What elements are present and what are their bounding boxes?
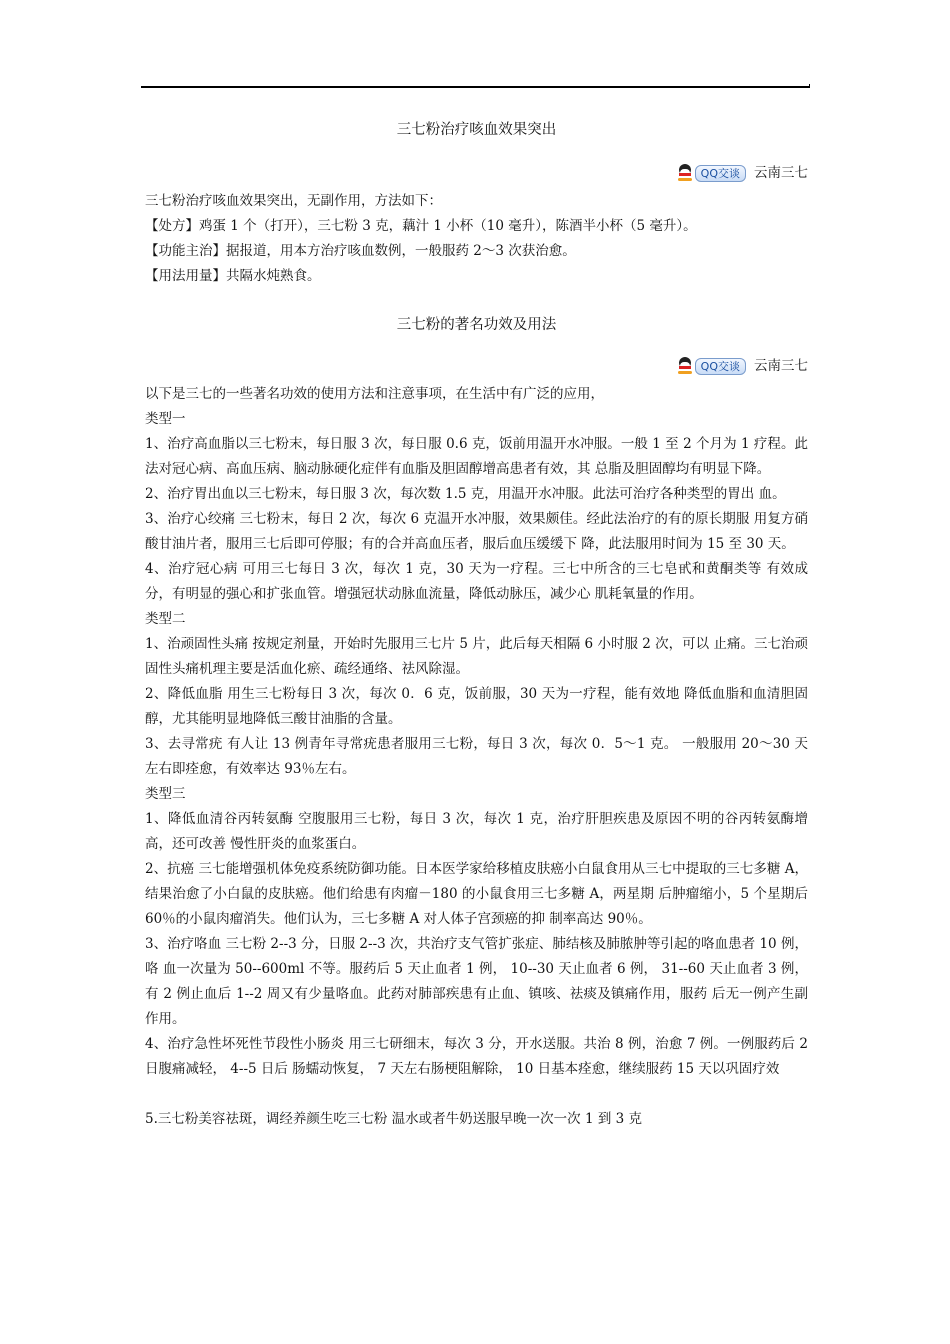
paragraph: 以下是三七的一些著名功效的使用方法和注意事项，在生活中有广泛的应用， — [145, 386, 604, 402]
article-1-author: 云南三七 — [754, 165, 808, 181]
paragraph: 【用法用量】共隔水炖熟食。 — [145, 268, 321, 284]
article-2-body — [145, 382, 808, 1132]
article-2-qq-chat-button[interactable] — [677, 356, 746, 376]
paragraph: 1、降低血清谷丙转氨酶 空腹服用三七粉，每日 3 次，每次 1 克，治疗肝胆疾患及原因不明的谷丙转氨酶增高，还可改善 慢性肝炎的血浆蛋白。 — [145, 811, 808, 852]
article-1-meta — [677, 163, 808, 183]
paragraph: 2、抗癌 三七能增强机体免疫系统防御功能。日本医学家给移植皮肤癌小白鼠食用从三七中提取的三七多糖 A，结果治愈了小白鼠的皮肤癌。他们给患有肉瘤－180 的小鼠食用三七多糖 A，两星期 后肿瘤缩小，5 个星期后 60％的小鼠肉瘤消失。他们认为，三七多糖 A 对人体子宫颈癌的抑 制率高达 90％。 — [145, 861, 808, 927]
paragraph: 【功能主治】据报道，用本方治疗咳血数例，一般服药 2～3 次获治愈。 — [145, 243, 576, 259]
paragraph: 3、治疗心绞痛 三七粉末，每日 2 次，每次 6 克温开水冲服，效果颇佳。经此法治疗的有的原长期服 用复方硝酸甘油片者，服用三七后即可停服；有的合并高血压者，服后血压缓缓下 降，此法服用时间为 15 至 30 天。 — [145, 511, 808, 552]
article-1-qq-chat-button[interactable] — [677, 163, 746, 183]
paragraph: 3、去寻常疣 有人让 13 例青年寻常疣患者服用三七粉，每日 3 次，每次 0．5～1 克。 一般服用 20～30 天左右即痊愈，有效率达 93％左右。 — [145, 736, 808, 777]
paragraph: 4、治疗急性坏死性节段性小肠炎 用三七研细末，每次 3 分，开水送服。共治 8 例，治愈 7 例。一例服药后 2 日腹痛减轻， 4--5 日后 肠蠕动恢复， 7 天左右肠梗阻解除， 10 日基本痊愈，继续服药 15 天以巩固疗效 — [145, 1036, 808, 1077]
article-2-author: 云南三七 — [754, 358, 808, 374]
paragraph: 2、治疗胃出血以三七粉末，每日服 3 次，每次数 1.5 克，用温开水冲服。此法可治疗各种类型的胃出 血。 — [145, 486, 786, 502]
section-heading: 类型二 — [145, 611, 186, 627]
article-2-title: 三七粉的著名功效及用法 — [396, 317, 557, 333]
paragraph: 1、治疗高血脂以三七粉末，每日服 3 次，每日服 0.6 克，饭前用温开水冲服。一般 1 至 2 个月为 1 疗程。此法对冠心病、高血压病、脑动脉硬化症伴有血脂及胆固醇增高患者有效，其 总脂及胆固醇均有明显下降。 — [145, 436, 808, 477]
article-1-body — [145, 189, 808, 289]
paragraph: 5.三七粉美容祛斑，调经养颜生吃三七粉 温水或者牛奶送服早晚一次一次 1 到 3 克 — [145, 1111, 643, 1127]
paragraph: 【处方】鸡蛋 1 个（打开），三七粉 3 克，藕汁 1 小杯（10 毫升），陈酒半小杯（5 毫升）。 — [145, 218, 697, 234]
header-rule-tick — [809, 84, 810, 88]
section-heading: 类型一 — [145, 411, 186, 427]
qq-chat-label: QQ交谈 — [695, 358, 746, 375]
paragraph: 4、治疗冠心病 可用三七每日 3 次，每次 1 克，30 天为一疗程。三七中所含的三七皂甙和黄酮类等 有效成分，有明显的强心和扩张血管。增强冠状动脉血流量，降低动脉压，减少心 肌耗氧量的作用。 — [145, 561, 808, 602]
paragraph: 2、降低血脂 用生三七粉每日 3 次，每次 0．6 克，饭前服，30 天为一疗程，能有效地 降低血脂和血清胆固醇，尤其能明显地降低三酸甘油脂的含量。 — [145, 686, 808, 727]
qq-penguin-icon — [677, 164, 693, 182]
section-heading: 类型三 — [145, 786, 186, 802]
article-1-title: 三七粉治疗咳血效果突出 — [396, 122, 557, 138]
qq-penguin-icon — [677, 357, 693, 375]
paragraph: 三七粉治疗咳血效果突出，无副作用，方法如下： — [145, 193, 442, 209]
paragraph: 3、治疗咯血 三七粉 2--3 分，日服 2--3 次，共治疗支气管扩张症、肺结核及肺脓肿等引起的咯血患者 10 例，咯 血一次量为 50--600ml 不等。服药后 5 天止血者 1 例， 10--30 天止血者 6 例， 31--60 天止血者 3 例，有 2 例止血后 1--2 周又有少量咯血。此药对肺部疾患有止血、镇咳、祛痰及镇痛作用，服药 后无一例产生副作用。 — [145, 936, 808, 1027]
qq-chat-label: QQ交谈 — [695, 165, 746, 182]
header-rule — [141, 86, 810, 88]
article-2-meta — [677, 356, 808, 376]
paragraph: 1、治顽固性头痛 按规定剂量，开始时先服用三七片 5 片，此后每天相隔 6 小时服 2 次，可以 止痛。三七治顽固性头痛机理主要是活血化瘀、疏经通络、祛风除湿。 — [145, 636, 808, 677]
